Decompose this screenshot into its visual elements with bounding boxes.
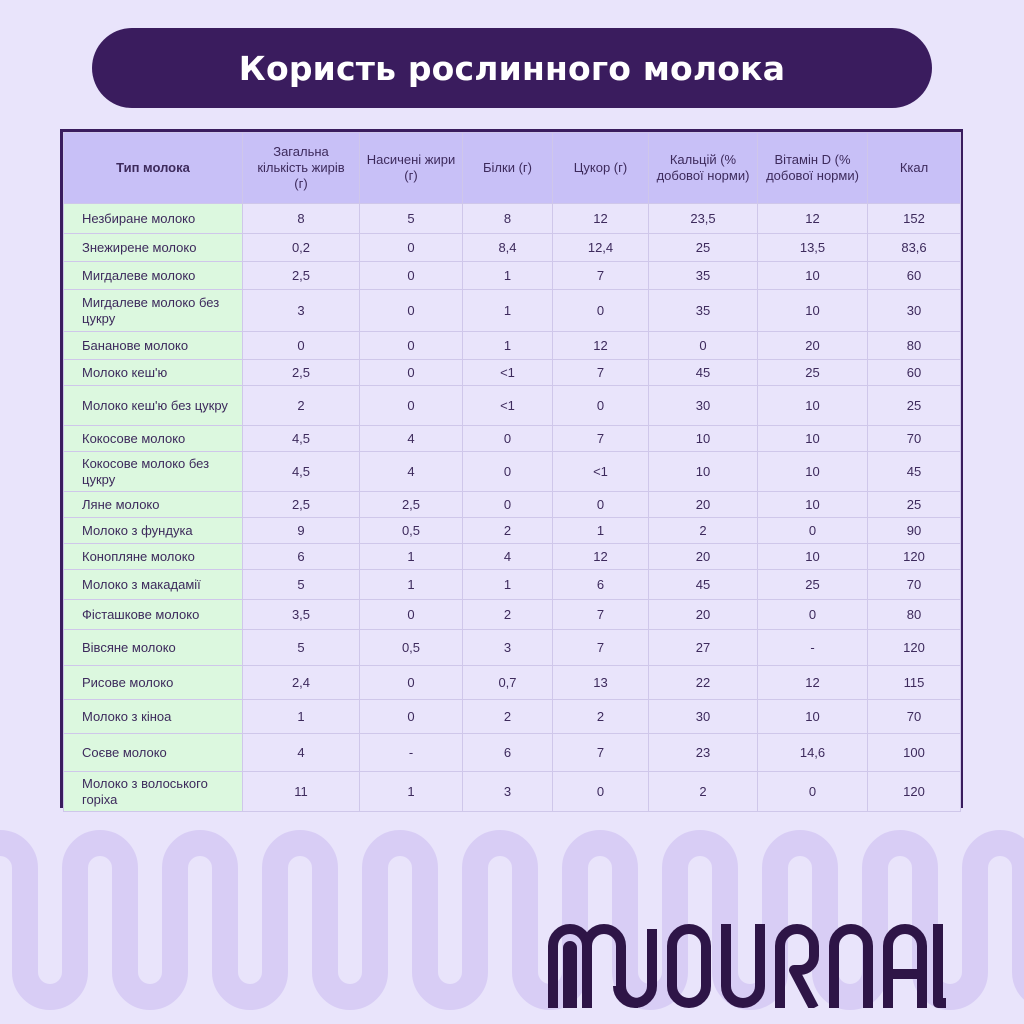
value-cell: 30 [649, 700, 758, 734]
value-cell: 10 [758, 492, 868, 518]
value-cell: 10 [758, 262, 868, 290]
value-cell: 2 [463, 700, 553, 734]
value-cell: 2 [463, 600, 553, 630]
value-cell: 0 [553, 290, 649, 332]
value-cell: 7 [553, 262, 649, 290]
value-cell: 4 [463, 544, 553, 570]
value-cell: 8 [243, 204, 360, 234]
value-cell: 1 [463, 570, 553, 600]
value-cell: 30 [868, 290, 961, 332]
table-row [64, 772, 961, 812]
value-cell: 2 [649, 772, 758, 812]
value-cell: 0 [360, 290, 463, 332]
nutrition-table [63, 132, 961, 812]
value-cell: 2 [553, 700, 649, 734]
value-cell: 25 [758, 360, 868, 386]
value-cell: 10 [758, 426, 868, 452]
column-header: Вітамін D (% добової норми) [758, 133, 868, 204]
value-cell: 70 [868, 570, 961, 600]
value-cell: 1 [243, 700, 360, 734]
value-cell: 2,5 [360, 492, 463, 518]
value-cell: 120 [868, 544, 961, 570]
value-cell: 7 [553, 734, 649, 772]
table-row [64, 386, 961, 426]
value-cell: 120 [868, 772, 961, 812]
value-cell: 2,5 [243, 360, 360, 386]
column-header: Ккал [868, 133, 961, 204]
table-row [64, 262, 961, 290]
value-cell: 6 [243, 544, 360, 570]
milk-type-cell: Кокосове молоко [64, 426, 243, 452]
column-header: Кальцій (% добової норми) [649, 133, 758, 204]
value-cell: 0 [649, 332, 758, 360]
value-cell: <1 [463, 360, 553, 386]
column-header: Білки (г) [463, 133, 553, 204]
value-cell: 14,6 [758, 734, 868, 772]
value-cell: 2,5 [243, 492, 360, 518]
value-cell: 2 [649, 518, 758, 544]
value-cell: 3,5 [243, 600, 360, 630]
value-cell: 5 [243, 630, 360, 666]
value-cell: 4 [360, 452, 463, 492]
value-cell: 45 [868, 452, 961, 492]
column-header: Насичені жири (г) [360, 133, 463, 204]
value-cell: 70 [868, 700, 961, 734]
value-cell: 1 [360, 544, 463, 570]
value-cell: 3 [463, 630, 553, 666]
value-cell: 4,5 [243, 452, 360, 492]
value-cell: 0 [360, 386, 463, 426]
value-cell: 4 [243, 734, 360, 772]
milk-type-cell: Вівсяне молоко [64, 630, 243, 666]
value-cell: 0 [360, 234, 463, 262]
value-cell: 12 [758, 666, 868, 700]
value-cell: 25 [868, 386, 961, 426]
milk-type-cell: Знежирене молоко [64, 234, 243, 262]
table-row [64, 360, 961, 386]
value-cell: 70 [868, 426, 961, 452]
value-cell: 20 [649, 600, 758, 630]
value-cell: 2 [463, 518, 553, 544]
value-cell: 45 [649, 570, 758, 600]
value-cell: 12 [758, 204, 868, 234]
value-cell: 7 [553, 426, 649, 452]
table-row [64, 452, 961, 492]
milk-type-cell: Фісташкове молоко [64, 600, 243, 630]
value-cell: 0,2 [243, 234, 360, 262]
milk-type-cell: Молоко з кіноа [64, 700, 243, 734]
value-cell: 0 [463, 492, 553, 518]
table-row [64, 544, 961, 570]
milk-type-cell: Мигдалеве молоко [64, 262, 243, 290]
milk-type-cell: Молоко з макадамії [64, 570, 243, 600]
value-cell: 6 [463, 734, 553, 772]
value-cell: 120 [868, 630, 961, 666]
value-cell: 0 [553, 492, 649, 518]
column-header: Тип молока [64, 133, 243, 204]
value-cell: 20 [649, 544, 758, 570]
value-cell: <1 [463, 386, 553, 426]
value-cell: 12 [553, 544, 649, 570]
milk-type-cell: Рисове молоко [64, 666, 243, 700]
value-cell: 7 [553, 600, 649, 630]
value-cell: 27 [649, 630, 758, 666]
milk-type-cell: Мигдалеве молоко без цукру [64, 290, 243, 332]
value-cell: 5 [243, 570, 360, 600]
value-cell: 1 [360, 570, 463, 600]
value-cell: 0 [758, 518, 868, 544]
table-row [64, 332, 961, 360]
value-cell: 10 [758, 544, 868, 570]
value-cell: 1 [463, 290, 553, 332]
value-cell: 2,4 [243, 666, 360, 700]
value-cell: 12 [553, 332, 649, 360]
table-header-row [64, 133, 961, 204]
milk-type-cell: Молоко кеш'ю без цукру [64, 386, 243, 426]
value-cell: 30 [649, 386, 758, 426]
value-cell: 1 [463, 262, 553, 290]
milk-type-cell: Молоко з волоського горіха [64, 772, 243, 812]
value-cell: 0 [360, 600, 463, 630]
milk-type-cell: Незбиране молоко [64, 204, 243, 234]
value-cell: 8,4 [463, 234, 553, 262]
value-cell: 23,5 [649, 204, 758, 234]
value-cell: 2,5 [243, 262, 360, 290]
value-cell: 12 [553, 204, 649, 234]
value-cell: 10 [649, 452, 758, 492]
value-cell: 13,5 [758, 234, 868, 262]
table-row [64, 734, 961, 772]
table-row [64, 700, 961, 734]
value-cell: <1 [553, 452, 649, 492]
value-cell: 0 [360, 666, 463, 700]
value-cell: 1 [463, 332, 553, 360]
value-cell: 80 [868, 600, 961, 630]
milk-type-cell: Бананове молоко [64, 332, 243, 360]
value-cell: 0 [758, 772, 868, 812]
value-cell: 11 [243, 772, 360, 812]
value-cell: 1 [360, 772, 463, 812]
value-cell: 12,4 [553, 234, 649, 262]
nutrition-table-container [60, 129, 963, 808]
value-cell: 0,5 [360, 518, 463, 544]
value-cell: 8 [463, 204, 553, 234]
value-cell: 90 [868, 518, 961, 544]
table-row [64, 234, 961, 262]
table-row [64, 518, 961, 544]
value-cell: 9 [243, 518, 360, 544]
value-cell: 0 [360, 700, 463, 734]
value-cell: 13 [553, 666, 649, 700]
value-cell: 25 [758, 570, 868, 600]
value-cell: 0,7 [463, 666, 553, 700]
value-cell: 2 [243, 386, 360, 426]
page-title: Користь рослинного молока [238, 48, 786, 88]
value-cell: 20 [649, 492, 758, 518]
value-cell: 0 [758, 600, 868, 630]
column-header: Загальна кількість жирів (г) [243, 133, 360, 204]
value-cell: 35 [649, 262, 758, 290]
value-cell: 23 [649, 734, 758, 772]
value-cell: 1 [553, 518, 649, 544]
value-cell: 35 [649, 290, 758, 332]
value-cell: 60 [868, 262, 961, 290]
value-cell: 115 [868, 666, 961, 700]
table-row [64, 290, 961, 332]
value-cell: 100 [868, 734, 961, 772]
title-banner [92, 28, 932, 108]
value-cell: 7 [553, 360, 649, 386]
value-cell: 0 [553, 772, 649, 812]
value-cell: 10 [649, 426, 758, 452]
table-row [64, 492, 961, 518]
value-cell: 0 [243, 332, 360, 360]
value-cell: 10 [758, 700, 868, 734]
table-row [64, 600, 961, 630]
value-cell: 25 [649, 234, 758, 262]
table-row [64, 666, 961, 700]
value-cell: 3 [463, 772, 553, 812]
column-header: Цукор (г) [553, 133, 649, 204]
milk-type-cell: Кокосове молоко без цукру [64, 452, 243, 492]
value-cell: 22 [649, 666, 758, 700]
value-cell: 0 [360, 262, 463, 290]
value-cell: 152 [868, 204, 961, 234]
value-cell: 6 [553, 570, 649, 600]
value-cell: 0 [463, 452, 553, 492]
table-row [64, 630, 961, 666]
value-cell: 0,5 [360, 630, 463, 666]
value-cell: 80 [868, 332, 961, 360]
value-cell: - [360, 734, 463, 772]
value-cell: 0 [360, 332, 463, 360]
milk-type-cell: Конопляне молоко [64, 544, 243, 570]
value-cell: - [758, 630, 868, 666]
value-cell: 0 [553, 386, 649, 426]
table-row [64, 426, 961, 452]
value-cell: 10 [758, 386, 868, 426]
value-cell: 4 [360, 426, 463, 452]
value-cell: 0 [360, 360, 463, 386]
value-cell: 10 [758, 452, 868, 492]
milk-type-cell: Ляне молоко [64, 492, 243, 518]
value-cell: 60 [868, 360, 961, 386]
table-row [64, 570, 961, 600]
table-row [64, 204, 961, 234]
value-cell: 0 [463, 426, 553, 452]
value-cell: 7 [553, 630, 649, 666]
njournal-logo [548, 924, 946, 1008]
value-cell: 20 [758, 332, 868, 360]
value-cell: 5 [360, 204, 463, 234]
value-cell: 25 [868, 492, 961, 518]
value-cell: 45 [649, 360, 758, 386]
value-cell: 3 [243, 290, 360, 332]
value-cell: 4,5 [243, 426, 360, 452]
milk-type-cell: Молоко з фундука [64, 518, 243, 544]
milk-type-cell: Соєве молоко [64, 734, 243, 772]
value-cell: 83,6 [868, 234, 961, 262]
milk-type-cell: Молоко кеш'ю [64, 360, 243, 386]
value-cell: 10 [758, 290, 868, 332]
